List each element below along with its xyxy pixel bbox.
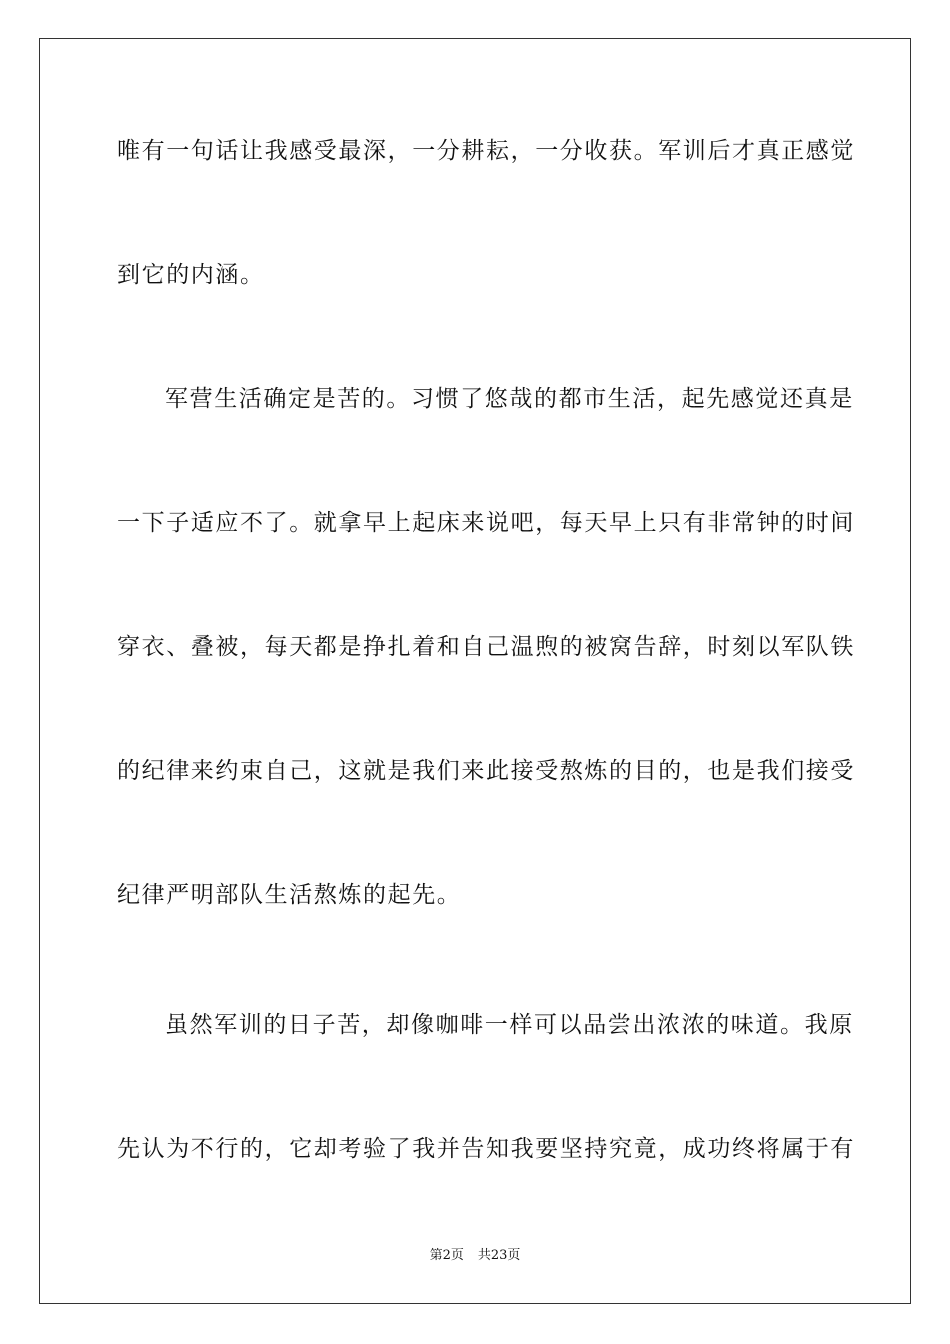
paragraph-first-line: 军营生活确定是苦的。习惯了悠哉的都市生活，起先感觉还真是 [165,386,854,412]
page-footer [0,1247,950,1265]
text-line: 穿衣、叠被，每天都是挣扎着和自己温煦的被窝告辞，时刻以军队铁 [117,634,855,660]
text-line: 唯有一句话让我感受最深，一分耕耘，一分收获。军训后才真正感觉 [117,138,855,164]
text-line: 先认为不行的，它却考验了我并告知我要坚持究竟，成功终将属于有 [117,1136,855,1162]
page-frame [39,38,911,1304]
page-number: 第2页 [429,1248,464,1263]
text-line: 的纪律来约束自己，这就是我们来此接受熬炼的目的，也是我们接受 [117,758,855,784]
paragraph-first-line: 虽然军训的日子苦，却像咖啡一样可以品尝出浓浓的味道。我原 [165,1012,854,1038]
page-total: 共23页 [477,1248,521,1263]
text-line: 到它的内涵。 [117,262,265,288]
text-line: 一下子适应不了。就拿早上起床来说吧，每天早上只有非常钟的时间 [117,510,855,536]
text-line: 纪律严明部队生活熬炼的起先。 [117,882,462,908]
